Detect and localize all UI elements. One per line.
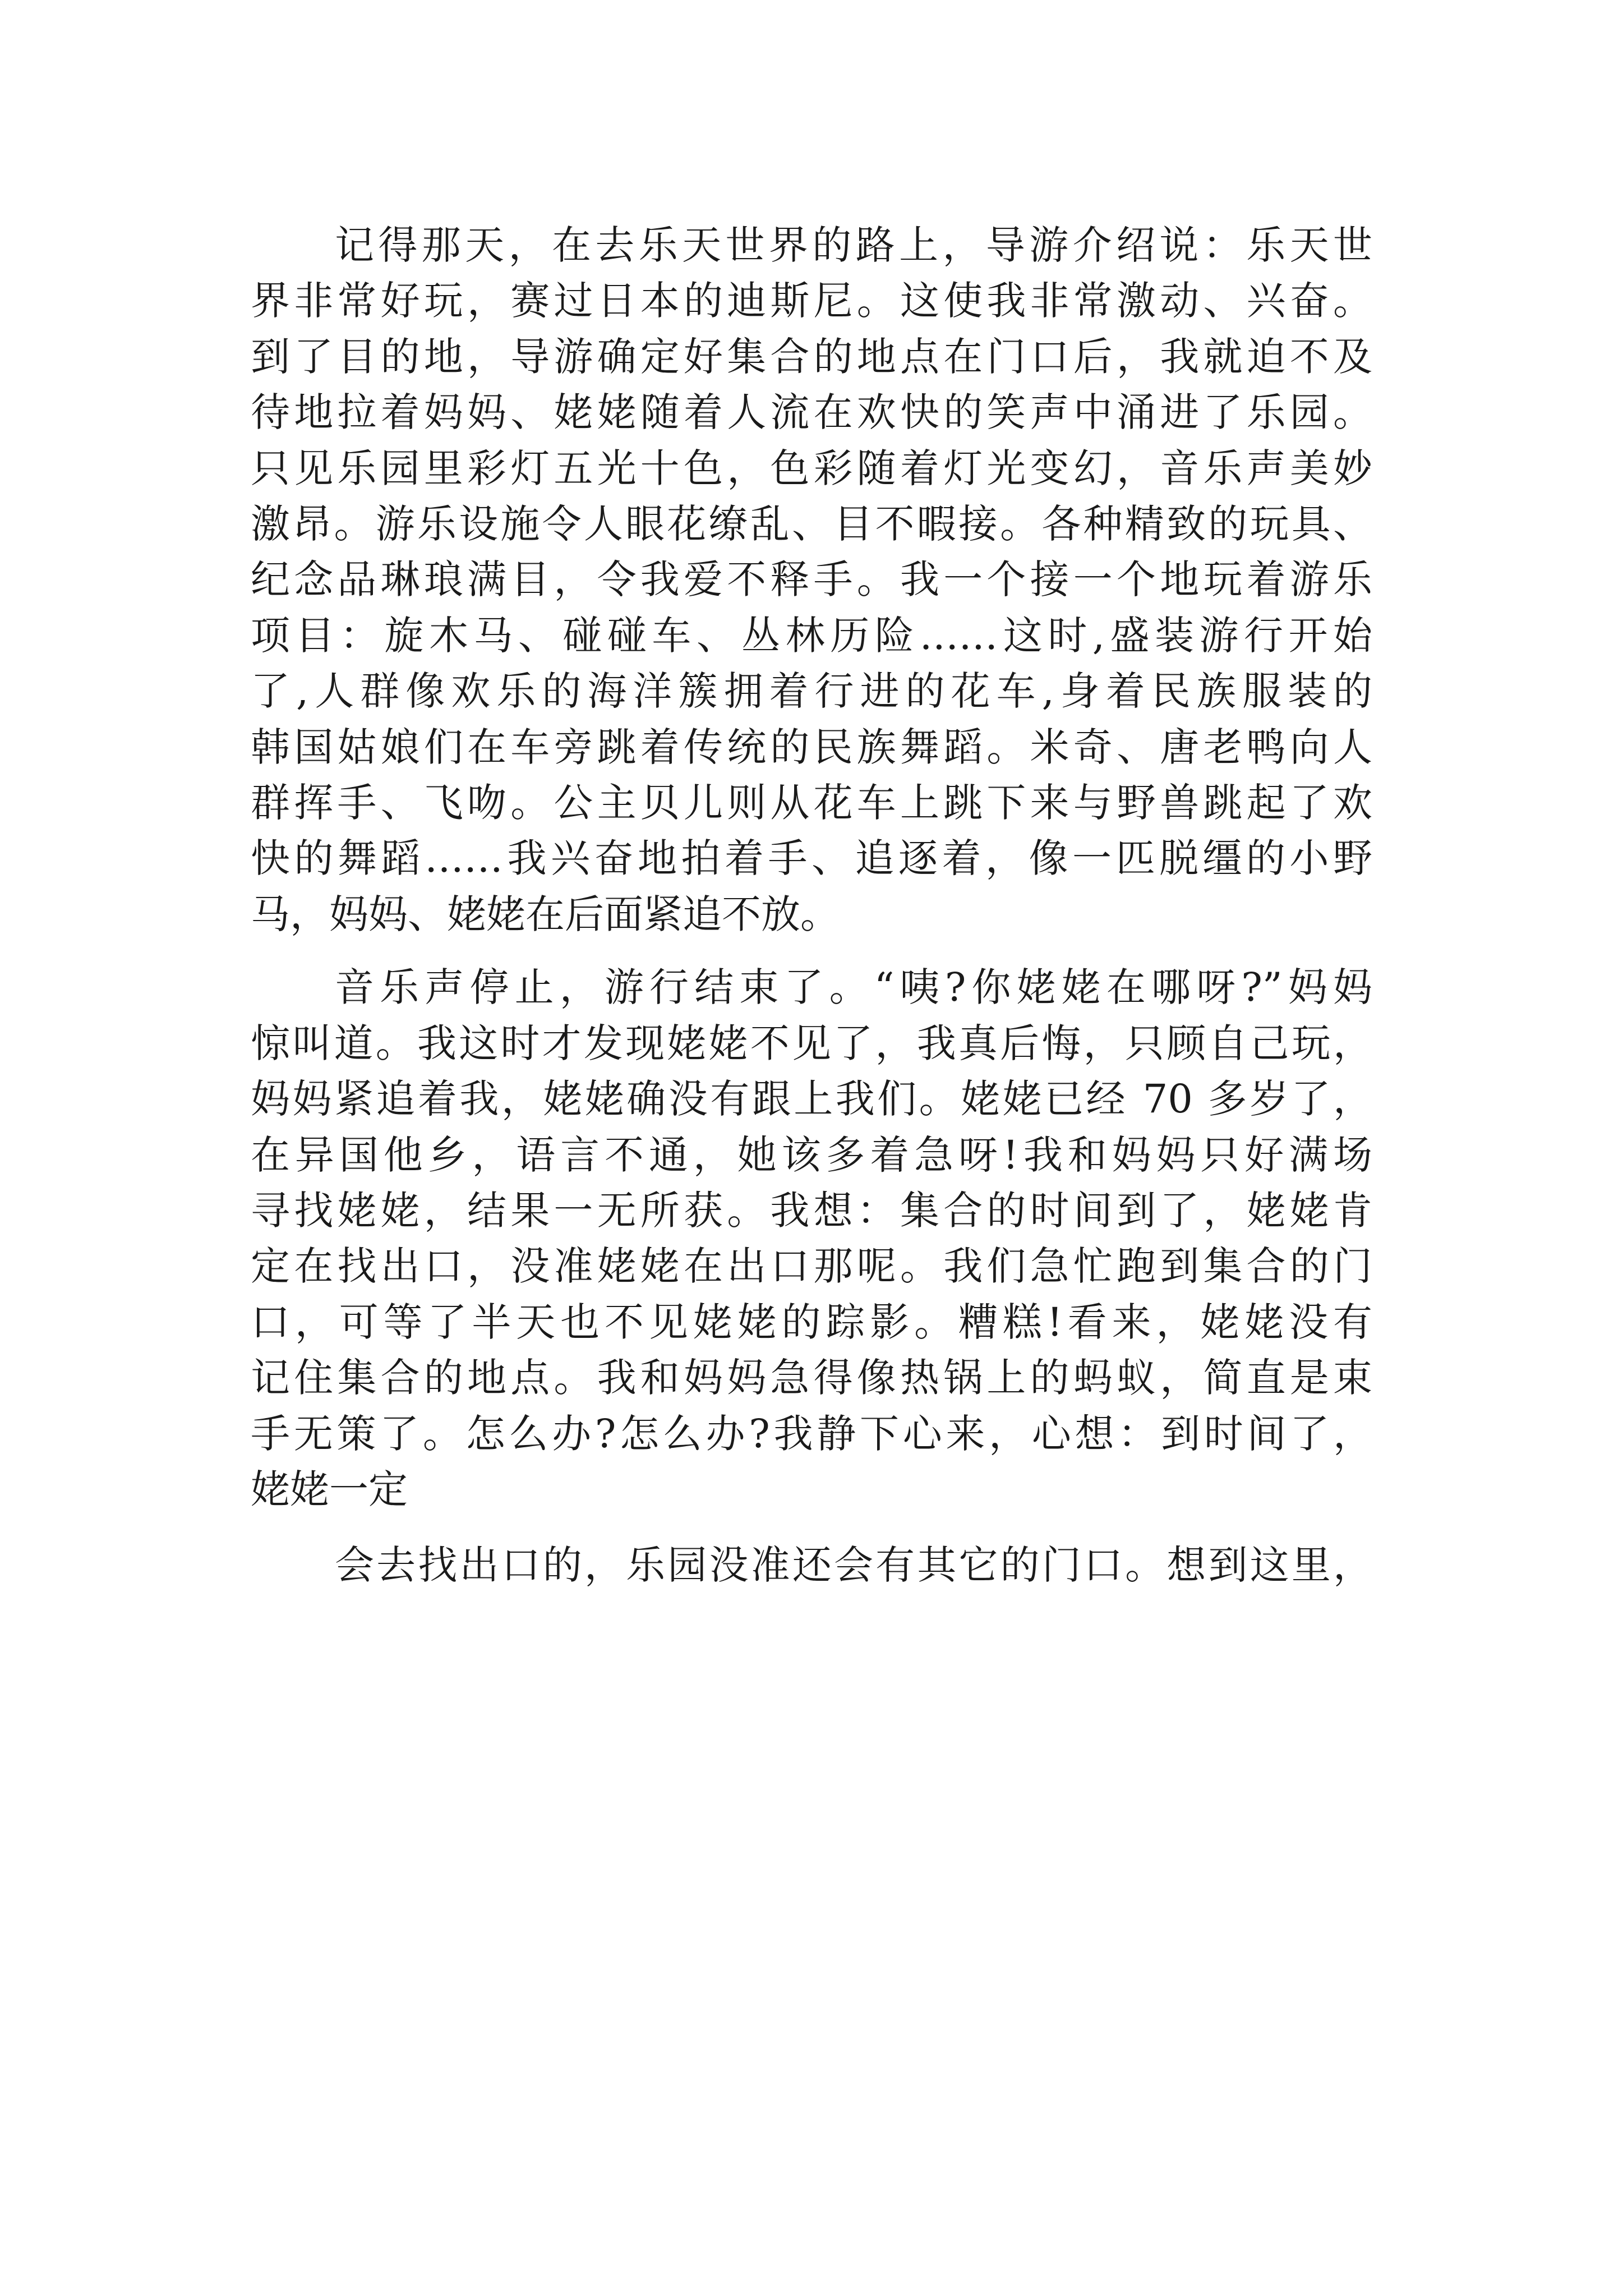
text-line: 马，妈妈、姥姥在后面紧追不放。: [251, 891, 840, 937]
paragraph-1: [251, 218, 1372, 942]
paragraph-3: [251, 1538, 1372, 1593]
text-line: 到了目的地，导游确定好集合的地点在门口后，我就迫不及: [251, 333, 1372, 380]
text-line: 惊叫道。我这时才发现姥姥不见了，我真后悔，只顾自己玩，: [251, 1020, 1372, 1066]
document-page: [251, 218, 1372, 1611]
text-line: 音乐声停止，游行结束了。“咦?你姥姥在哪呀?”妈妈: [335, 964, 1372, 1011]
paragraph-2: [251, 960, 1372, 1517]
text-line: 纪念品琳琅满目，令我爱不释手。我一个接一个地玩着游乐: [251, 556, 1372, 603]
text-line: 定在找出口，没准姥姥在出口那呢。我们急忙跑到集合的门: [251, 1243, 1372, 1290]
text-line: 会去找出口的，乐园没准还会有其它的门口。想到这里，: [335, 1542, 1372, 1589]
text-line: 口，可等了半天也不见姥姥的踪影。糟糕!看来，姥姥没有: [251, 1299, 1372, 1345]
text-line: 项目：旋木马、碰碰车、丛林历险……这时,盛装游行开始: [251, 612, 1372, 659]
text-line: 激昂。游乐设施令人眼花缭乱、目不暇接。各种精致的玩具、: [251, 501, 1372, 547]
text-line: 记得那天，在去乐天世界的路上，导游介绍说：乐天世: [335, 222, 1372, 268]
text-line: 群挥手、飞吻。公主贝儿则从花车上跳下来与野兽跳起了欢: [251, 780, 1372, 826]
text-line: 了,人群像欢乐的海洋簇拥着行进的花车,身着民族服装的: [251, 668, 1372, 715]
text-line: 寻找姥姥，结果一无所获。我想：集合的时间到了，姥姥肯: [251, 1187, 1372, 1234]
text-line: 姥姥一定: [251, 1466, 408, 1512]
text-line: 只见乐园里彩灯五光十色，色彩随着灯光变幻，音乐声美妙: [251, 445, 1372, 491]
text-line: 待地拉着妈妈、姥姥随着人流在欢快的笑声中涌进了乐园。: [251, 389, 1372, 436]
text-line: 妈妈紧追着我，姥姥确没有跟上我们。姥姥已经 70 多岁了，: [251, 1076, 1372, 1122]
text-line: 快的舞蹈……我兴奋地拍着手、追逐着，像一匹脱缰的小野: [251, 835, 1372, 882]
text-line: 记住集合的地点。我和妈妈急得像热锅上的蚂蚁，简直是束: [251, 1355, 1372, 1401]
text-line: 手无策了。怎么办?怎么办?我静下心来，心想：到时间了，: [251, 1410, 1372, 1457]
text-line: 在异国他乡，语言不通，她该多着急呀!我和妈妈只好满场: [251, 1131, 1372, 1178]
text-line: 界非常好玩，赛过日本的迪斯尼。这使我非常激动、兴奋。: [251, 278, 1372, 324]
text-line: 韩国姑娘们在车旁跳着传统的民族舞蹈。米奇、唐老鸭向人: [251, 724, 1372, 770]
